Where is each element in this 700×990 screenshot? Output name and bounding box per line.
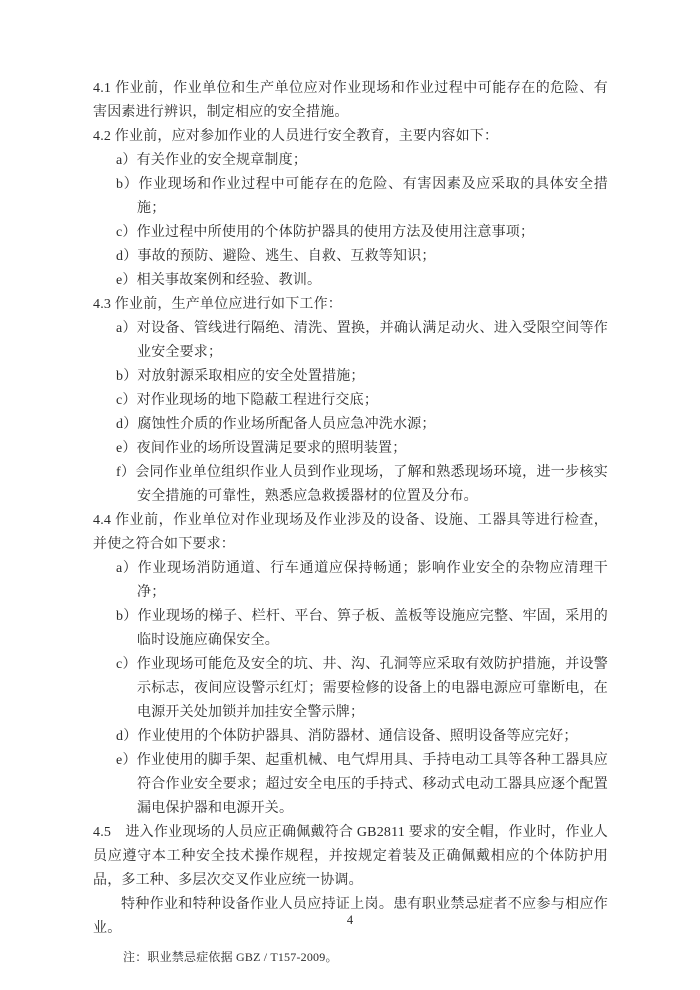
list-item: d）腐蚀性介质的作业场所配备人员应急冲洗水源； <box>116 417 436 432</box>
list-item: c）作业现场可能危及安全的坑、井、沟、孔洞等应采取有效防护措施，并设警示标志，夜间应设警示红灯；需要检修的设备上的电器电源应可靠断电，在电源开关处加锁并加挂安全警示牌； <box>116 657 608 720</box>
section-paragraph: 4.2 作业前，应对参加作业的人员进行安全教育，主要内容如下： <box>93 129 499 144</box>
list-item: e）夜间作业的场所设置满足要求的照明装置； <box>116 441 407 456</box>
list-item: c）作业过程中所使用的个体防护器具的使用方法及使用注意事项； <box>116 225 535 240</box>
list-item: e）作业使用的脚手架、起重机械、电气焊用具、手持电动工具等各种工器具应符合作业安全要求；超过安全电压的手持式、移动式电动工器具应逐个配置漏电保护器和电源开关。 <box>116 753 608 816</box>
section-paragraph: 4.4 作业前，作业单位对作业现场及作业涉及的设备、设施、工器具等进行检查，并使之符合如下要求： <box>93 513 608 552</box>
list-item: d）事故的预防、避险、逃生、自救、互救等知识； <box>116 249 436 264</box>
list-item: a）作业现场消防通道、行车通道应保持畅通；影响作业安全的杂物应清理干净； <box>116 561 608 600</box>
document-body <box>93 77 608 968</box>
note: 注：职业禁忌症依据 GBZ / T157-2009。 <box>123 950 338 964</box>
list-item: b）作业现场和作业过程中可能存在的危险、有害因素及应采取的具体安全措施； <box>116 177 608 216</box>
list-item: d）作业使用的个体防护器具、消防器材、通信设备、照明设备等应完好； <box>116 729 578 744</box>
page-footer <box>0 911 700 929</box>
section-paragraph: 4.5 进入作业现场的人员应正确佩戴符合 GB2811 要求的安全帽，作业时，作业人员应遵守本工种安全技术操作规程，并按规定着装及正确佩戴相应的个体防护用品，多工种、多层次交叉作业应统一协调。 <box>93 825 608 888</box>
list-item: c）对作业现场的地下隐蔽工程进行交底； <box>116 393 379 408</box>
list-item: e）相关事故案例和经验、教训。 <box>116 273 322 288</box>
page-number: 4 <box>346 913 354 927</box>
list-item: a）有关作业的安全规章制度； <box>116 153 308 168</box>
indented-paragraph: 特种作业和特种设备作业人员应持证上岗。患有职业禁忌症者不应参与相应作业。 <box>93 897 608 936</box>
list-item: b）对放射源采取相应的安全处置措施； <box>116 369 365 384</box>
list-item: f）会同作业单位组织作业人员到作业现场，了解和熟悉现场环境，进一步核实安全措施的可靠性，熟悉应急救援器材的位置及分布。 <box>116 465 608 504</box>
list-item: b）作业现场的梯子、栏杆、平台、箅子板、盖板等设施应完整、牢固，采用的临时设施应确保安全。 <box>116 609 608 648</box>
section-paragraph: 4.3 作业前，生产单位应进行如下工作： <box>93 297 342 312</box>
section-paragraph: 4.1 作业前，作业单位和生产单位应对作业现场和作业过程中可能存在的危险、有害因素进行辨识，制定相应的安全措施。 <box>93 81 608 120</box>
list-item: a）对设备、管线进行隔绝、清洗、置换，并确认满足动火、进入受限空间等作业安全要求； <box>116 321 608 360</box>
